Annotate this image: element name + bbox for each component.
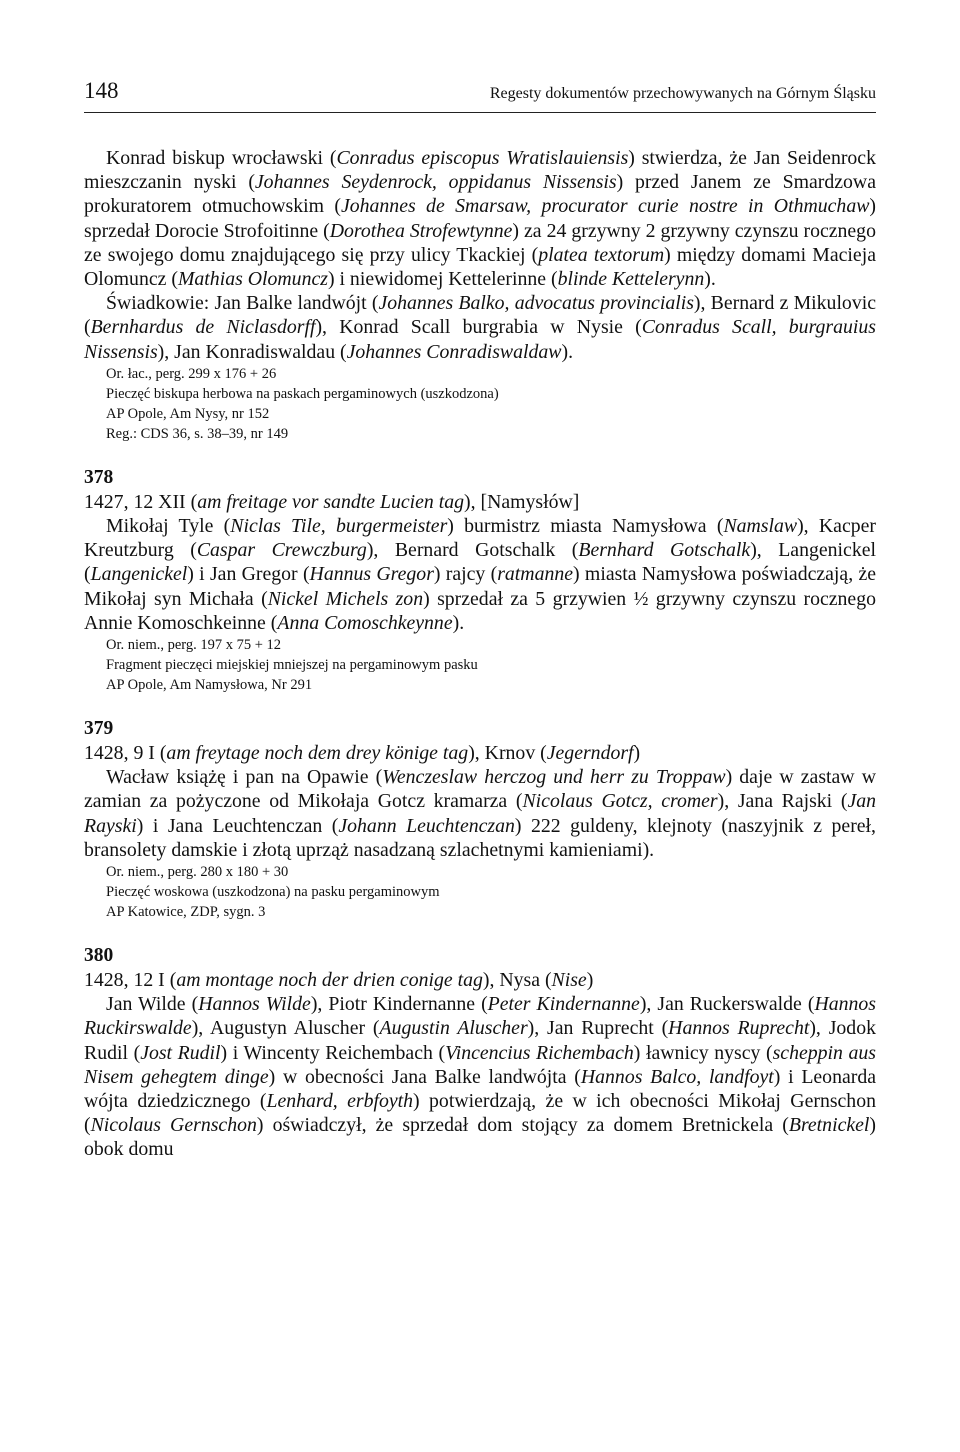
regest-date	[84, 490, 876, 514]
metadata-line: AP Opole, Am Namysłowa, Nr 291	[106, 677, 313, 694]
text-run: Świadkowie: Jan Balke landwójt (	[106, 292, 379, 315]
latin-term: Hannus Gregor	[309, 563, 434, 586]
regest-entry	[84, 146, 876, 444]
text-run: ), Bernard Gotschalk (	[366, 539, 579, 562]
regest-paragraph	[84, 992, 876, 1161]
text-run: ) w obecności Jana Balke landwójta (	[268, 1065, 581, 1088]
latin-term: Langenickel	[90, 563, 188, 586]
regest-number: 379	[84, 718, 114, 740]
latin-term: Bernhardus de Niclasdorff	[90, 316, 316, 339]
text-run: ) ławnicy nyscy (	[633, 1041, 773, 1064]
latin-term: Wenczeslaw herczog und herr zu Troppaw	[382, 766, 726, 789]
text-run: ), [Namysłów]	[464, 490, 580, 513]
regest-paragraph	[84, 146, 876, 291]
latin-term: Nickel Michels zon	[267, 587, 424, 610]
latin-term: Augustin Aluscher	[379, 1017, 528, 1040]
text-run: ) i Wincenty Reichembach (	[220, 1041, 446, 1064]
running-title: Regesty dokumentów przechowywanych na Górnym Śląsku	[489, 85, 876, 102]
latin-term: scheppin aus Nisem gehegtem dinge	[84, 1041, 877, 1088]
latin-term: Nise	[551, 969, 587, 992]
latin-term: Jan Rayski	[84, 790, 876, 837]
text-run: 1427, 12 XII (	[84, 490, 198, 513]
text-run: ) i Leonarda wójta dziedzicznego (	[84, 1065, 876, 1113]
latin-term: Nicolaus Gernschon	[90, 1114, 257, 1137]
regest-metadata	[84, 862, 876, 922]
metadata-line: Pieczęć woskowa (uszkodzona) na pasku pergaminowym	[106, 884, 440, 901]
text-run: ) za 24 grzywny 2 grzywny czynszu rocznego ze swojego domu znajdującego się przy ulicy Tkackiej (	[84, 219, 876, 266]
text-run: Wacław książę i pan na Opawie (	[106, 766, 383, 789]
text-run: ), Nysa (	[482, 969, 552, 992]
text-run: ).	[561, 340, 574, 363]
text-run: ) rajcy (	[433, 563, 498, 586]
latin-term: Hannos Balco, landfoyt	[580, 1065, 774, 1088]
regest-number: 378	[84, 466, 114, 488]
text-run: ) oświadczył, że sprzedał dom stojący za domem Bretnickela (	[256, 1114, 789, 1137]
metadata-line: Pieczęć biskupa herbowa na paskach pergaminowych (uszkodzona)	[106, 385, 499, 402]
metadata-line: Or. łac., perg. 299 x 176 + 26	[106, 365, 277, 382]
regest-metadata	[84, 635, 876, 695]
latin-term: Hannos Wilde	[198, 993, 311, 1016]
regest-entry	[84, 944, 876, 1162]
regest-number: 380	[84, 945, 114, 967]
regest-date	[84, 968, 876, 992]
latin-term: blinde Kettelerynn	[557, 268, 705, 291]
text-run: )	[633, 742, 641, 765]
text-run: Mikołaj Tyle (	[106, 515, 231, 538]
metadata-line: Reg.: CDS 36, s. 38–39, nr 149	[106, 425, 289, 442]
latin-term: Hannos Ruprecht	[668, 1017, 810, 1040]
latin-term: Niclas Tile, burgermeister	[230, 515, 448, 538]
latin-term: Johannes de Smarsaw, procurator curie nostre in Othmuchaw	[340, 195, 870, 218]
latin-term: Bernhard Gotschalk	[578, 539, 751, 562]
regest-paragraph	[84, 514, 876, 635]
text-run: ) sprzedał Dorocie Strofoitinne (	[84, 195, 876, 242]
regest-date	[84, 741, 876, 765]
latin-term: Nicolaus Gotcz, cromer	[522, 790, 718, 813]
text-run: ), Jodok Rudil (	[84, 1017, 876, 1064]
text-run: 1428, 12 I (	[84, 969, 177, 992]
latin-term: Bretnickel	[788, 1114, 870, 1137]
metadata-line: Or. niem., perg. 280 x 180 + 30	[106, 864, 289, 881]
latin-term: Caspar Crewczburg	[196, 539, 367, 562]
metadata-line: AP Katowice, ZDP, sygn. 3	[106, 904, 266, 921]
metadata-line: Or. niem., perg. 197 x 75 + 12	[106, 637, 282, 654]
text-run: ), Konrad Scall burgrabia w Nysie (	[315, 316, 642, 339]
text-run: Jan Wilde (	[106, 993, 199, 1016]
text-run: ) potwierdzają, że w ich obecności Mikołaj Gernschon (	[84, 1090, 876, 1137]
latin-term: platea textorum	[538, 243, 665, 266]
latin-term: Namslaw	[723, 515, 798, 538]
page-number: 148	[84, 78, 119, 103]
text-run: ).	[452, 611, 465, 634]
text-run: ), Piotr Kindernanne (	[310, 993, 488, 1016]
text-run: ) przed Janem ze Smardzowa prokuratorem otmuchowskim (	[84, 171, 876, 218]
latin-term: Mathias Olomuncz	[177, 268, 328, 291]
latin-term: Lenhard, erbfoyth	[266, 1090, 414, 1113]
latin-term: Johannes Seydenrock, oppidanus Nissensis	[254, 171, 617, 194]
text-run: ) stwierdza, że Jan Seidenrock mieszczanin nyski (	[84, 147, 876, 194]
text-run: ), Jan Konradiswaldau (	[157, 340, 347, 363]
regest-paragraph	[84, 291, 876, 364]
text-run: ) i niewidomej Kettelerinne (	[327, 268, 558, 291]
latin-term: am montage noch der drien conige tag	[176, 969, 483, 992]
page-header	[84, 78, 876, 113]
text-run: ) daje w zastaw w zamian za pożyczone od Mikołaja Gotcz kramarza (	[84, 766, 876, 813]
latin-term: Peter Kindernanne	[487, 993, 640, 1016]
text-run: ), Kacper Kreutzburg (	[84, 515, 876, 562]
latin-term: Dorothea Strofewtynne	[329, 219, 513, 242]
text-run: )	[586, 969, 594, 992]
latin-term: ratmanne	[497, 563, 574, 586]
metadata-line: AP Opole, Am Nysy, nr 152	[106, 405, 270, 422]
text-run: ), Langenickel (	[84, 539, 876, 586]
latin-term: Hannos Ruckirswalde	[84, 993, 876, 1040]
latin-term: Johannes Conradiswaldaw	[346, 340, 562, 363]
document-page	[84, 78, 876, 1162]
latin-term: Vincencius Richembach	[445, 1041, 634, 1064]
latin-term: Johann Leuchtenczan	[338, 814, 515, 837]
text-run: ) miasta Namysłowa poświadczają, że Mikołaj syn Michała (	[84, 563, 877, 610]
regest-entry	[84, 466, 876, 695]
latin-term: Anna Comoschkeynne	[277, 611, 453, 634]
text-run: ) i Jan Gregor (	[187, 563, 310, 586]
text-run: ) sprzedał za 5 grzywien ½ grzywny czynszu rocznego Annie Komoschkeinne (	[84, 587, 876, 634]
latin-term: Johannes Balko, advocatus provincialis	[378, 292, 694, 315]
text-run: ), Krnov (	[468, 742, 547, 765]
text-run: ), Jan Ruckerswalde (	[639, 993, 815, 1016]
text-run: ) 222 guldeny, klejnoty (naszyjnik z pereł, bransolety damskie i złotą uprząż nasadzaną szlachetnymi kamieniami).	[84, 814, 876, 861]
text-run: ) między domami Macieja Olomuncz (	[84, 243, 876, 291]
regest-metadata	[84, 364, 876, 444]
text-run: ) i Jana Leuchtenczan (	[136, 814, 339, 837]
latin-term: Conradus episcopus Wratislauiensis	[336, 147, 629, 169]
regest-paragraph	[84, 765, 876, 862]
latin-term: am freitage vor sandte Lucien tag	[197, 490, 465, 513]
text-run: Konrad biskup wrocławski (	[106, 147, 337, 169]
text-run: ), Jan Ruprecht (	[527, 1017, 669, 1040]
text-run: ) obok domu	[84, 1114, 876, 1161]
text-run: ), Jana Rajski (	[717, 790, 848, 813]
text-run: ) burmistrz miasta Namysłowa (	[447, 515, 724, 538]
text-run: 1428, 9 I (	[84, 742, 167, 765]
latin-term: Conradus Scall, burgrauius Nissensis	[84, 316, 876, 363]
latin-term: am freytage noch dem drey könige tag	[166, 742, 469, 765]
text-run: ), Augustyn Aluscher (	[191, 1017, 380, 1040]
latin-term: Jegerndorf	[546, 742, 634, 765]
latin-term: Jost Rudil	[140, 1041, 221, 1064]
regest-list	[84, 146, 876, 1162]
text-run: ).	[704, 268, 716, 291]
text-run: ), Bernard z Mikulovic (	[84, 292, 876, 339]
regest-entry	[84, 717, 876, 922]
metadata-line: Fragment pieczęci miejskiej mniejszej na pergaminowym pasku	[106, 657, 478, 674]
